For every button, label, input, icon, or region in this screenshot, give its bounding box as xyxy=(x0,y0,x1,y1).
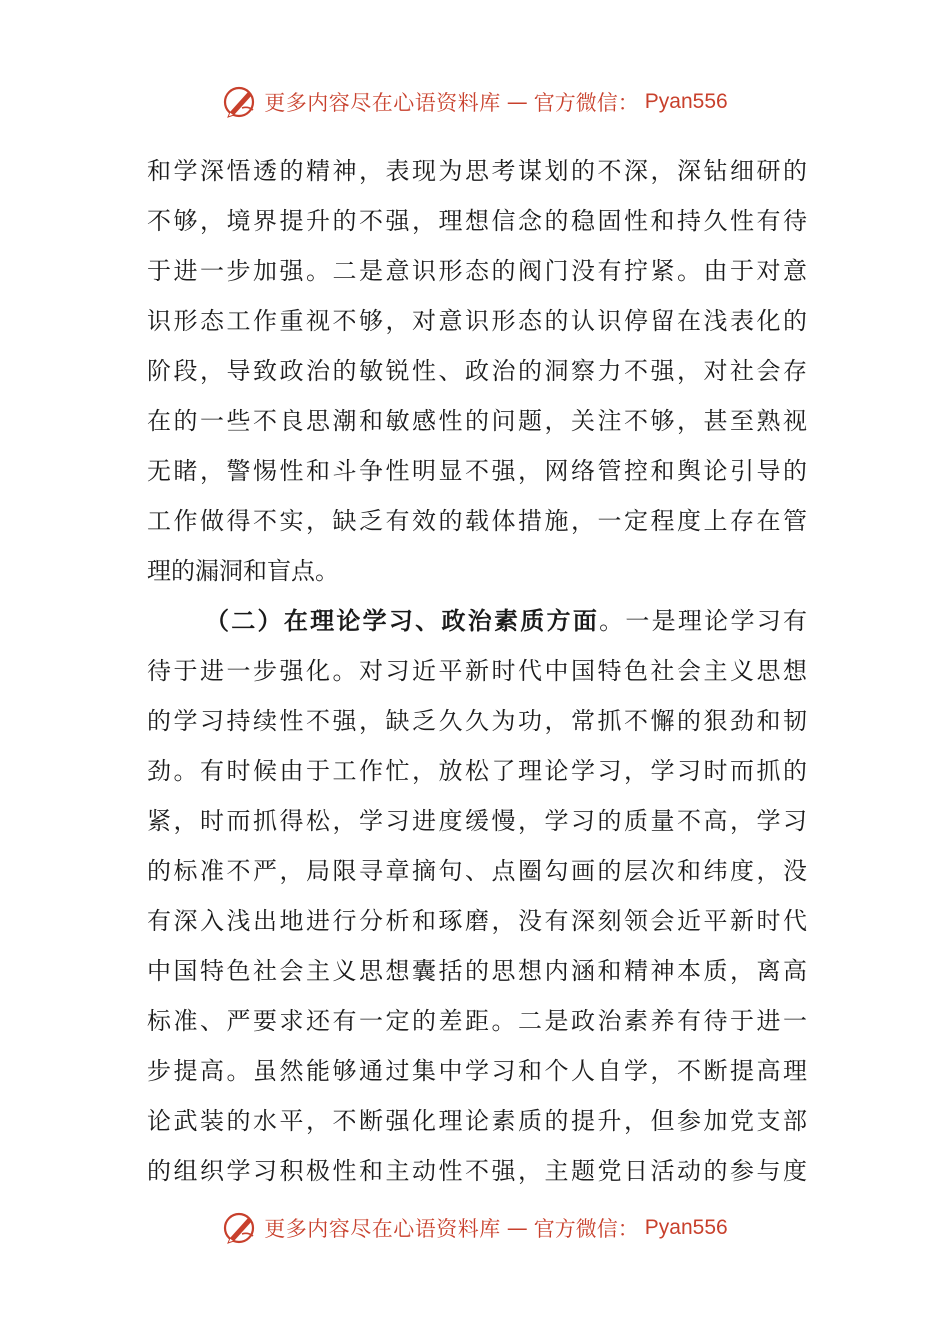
body-line: 于进一步加强。二是意识形态的阀门没有拧紧。由于对意 xyxy=(147,257,807,285)
footer-banner xyxy=(0,1208,950,1248)
body-line: 不够，境界提升的不强，理想信念的稳固性和持久性有待 xyxy=(147,207,807,235)
body-line: 识形态工作重视不够，对意识形态的认识停留在浅表化的 xyxy=(147,307,807,335)
body-line: 待于进一步强化。对习近平新时代中国特色社会主义思想 xyxy=(147,657,807,685)
body-line: 和学深悟透的精神，表现为思考谋划的不深，深钻细研的 xyxy=(147,157,807,185)
body-line: 标准、严要求还有一定的差距。二是政治素养有待于进一 xyxy=(147,1007,807,1035)
body-line: 的标准不严，局限寻章摘句、点圈勾画的层次和纬度，没 xyxy=(147,857,807,885)
section-heading-line xyxy=(147,596,807,646)
body-line: 的组织学习积极性和主动性不强，主题党日活动的参与度 xyxy=(147,1157,807,1185)
body-line: 步提高。虽然能够通过集中学习和个人自学，不断提高理 xyxy=(147,1057,807,1085)
banner-dash: — xyxy=(506,1216,528,1240)
section-heading: （二）在理论学习、政治素质方面 xyxy=(205,606,600,635)
document-body xyxy=(147,146,807,1196)
body-line: 无睹，警惕性和斗争性明显不强，网络管控和舆论引导的 xyxy=(147,457,807,485)
body-line: 论武装的水平，不断强化理论素质的提升，但参加党支部 xyxy=(147,1107,807,1135)
section-heading-rest: 。一是理论学习有 xyxy=(599,607,808,635)
body-line: 工作做得不实，缺乏有效的载体措施，一定程度上存在管 xyxy=(147,507,807,535)
header-banner xyxy=(0,82,950,122)
body-line: 的学习持续性不强，缺乏久久为功，常抓不懈的狠劲和韧 xyxy=(147,707,807,735)
body-line: 理的漏洞和盲点。 xyxy=(147,557,339,585)
body-line: 在的一些不良思潮和敏感性的问题，关注不够，甚至熟视 xyxy=(147,407,807,435)
banner-wechat-id: Pyan556 xyxy=(644,1216,728,1239)
body-line: 阶段，导致政治的敏锐性、政治的洞察力不强，对社会存 xyxy=(147,357,807,385)
banner-wechat-id: Pyan556 xyxy=(644,90,728,113)
pen-logo-icon xyxy=(222,84,258,120)
pen-logo-icon xyxy=(222,1210,258,1246)
body-line: 劲。有时候由于工作忙，放松了理论学习，学习时而抓的 xyxy=(147,757,807,785)
banner-wechat-label: 官方微信： xyxy=(533,1217,639,1241)
body-line: 有深入浅出地进行分析和琢磨，没有深刻领会近平新时代 xyxy=(147,907,807,935)
banner-wechat-label: 官方微信： xyxy=(533,91,639,115)
banner-brand-text: 更多内容尽在心语资料库 xyxy=(264,1217,501,1241)
body-line: 中国特色社会主义思想囊括的思想内涵和精神本质，离高 xyxy=(147,957,807,985)
body-line: 紧，时而抓得松，学习进度缓慢，学习的质量不高，学习 xyxy=(147,807,807,835)
banner-dash: — xyxy=(506,90,528,114)
banner-brand-text: 更多内容尽在心语资料库 xyxy=(264,91,501,115)
